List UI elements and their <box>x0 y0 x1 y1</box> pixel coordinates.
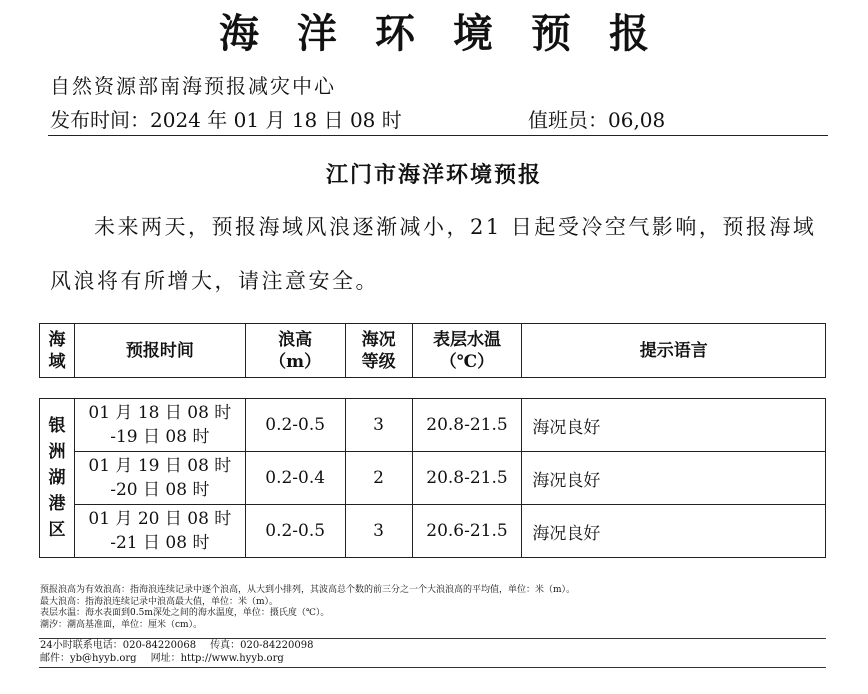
footnote-water-temp: 表层水温：海水表面到0.5m深处之间的海水温度，单位：摄氏度（℃）。 <box>40 608 330 618</box>
header-forecast-time: 预报时间 <box>74 324 245 378</box>
footnote-max-wave: 最大浪高：指海浪连续记录中浪高最大值，单位：米（m）。 <box>40 596 279 607</box>
header-hint: 提示语言 <box>522 324 826 378</box>
forecast-time-start: 01 月 18 日 08 时 <box>88 403 232 423</box>
header-area: 海域 <box>40 324 75 378</box>
forecast-time-end: -19 日 08 时 <box>110 427 210 447</box>
contact-fax: 传真：020-84220098 <box>210 640 314 651</box>
duty-officer: 值班员：06,08 <box>528 108 666 132</box>
agency-name: 自然资源部南海预报减灾中心 <box>50 74 336 98</box>
forecast-time-start: 01 月 20 日 08 时 <box>88 509 232 529</box>
hint-text: 海况良好 <box>522 505 826 558</box>
wave-height: 0.2-0.5 <box>245 399 345 452</box>
table-row <box>40 452 826 505</box>
footnote-wave: 预报浪高为有效浪高：指海浪连续记录中逐个浪高，从大到小排列，其波高总个数的前三分之一个大浪浪高的平均值，单位：米（m）。 <box>40 585 576 595</box>
header-water-temp <box>412 324 522 378</box>
header-wave-unit: （m） <box>269 351 322 372</box>
header-sea-label: 海况 <box>361 329 396 350</box>
footnote-tide: 潮汐：潮高基准面，单位：厘米（cm）。 <box>40 619 203 630</box>
forecast-time <box>74 505 245 558</box>
wave-height: 0.2-0.5 <box>245 505 345 558</box>
sea-state: 2 <box>345 452 412 505</box>
report-subtitle: 江门市海洋环境预报 <box>325 162 542 188</box>
forecast-time-end: -20 日 08 时 <box>110 480 210 500</box>
water-temp: 20.8-21.5 <box>412 399 522 452</box>
header-divider <box>48 135 828 136</box>
contact-hotline: 24小时联系电话：020-84220068 <box>40 640 197 651</box>
forecast-time <box>74 452 245 505</box>
header-temp-unit: （℃） <box>439 351 495 372</box>
forecast-table <box>39 398 826 558</box>
forecast-summary: 未来两天，预报海域风浪逐渐减小，21 日起受冷空气影响，预报海域风浪将有所增大，请注意安全。 <box>50 215 817 293</box>
forecast-time-start: 01 月 19 日 08 时 <box>88 456 232 476</box>
table-row <box>40 399 826 452</box>
footnotes <box>40 585 575 631</box>
hint-text: 海况良好 <box>522 452 826 505</box>
forecast-time-end: -21 日 08 时 <box>110 533 210 553</box>
hint-text: 海况良好 <box>522 399 826 452</box>
header-temp-label: 表层水温 <box>432 329 501 350</box>
forecast-time <box>74 399 245 452</box>
sea-state: 3 <box>345 399 412 452</box>
contact-info <box>40 639 313 665</box>
contact-email[interactable]: 邮件：yb@hyyb.org <box>40 653 137 664</box>
table-row <box>40 505 826 558</box>
header-sea-state <box>345 324 412 378</box>
area-name <box>40 399 75 558</box>
header-sea-label-2: 等级 <box>361 351 396 372</box>
area-name-text: 银洲湖港区 <box>48 416 66 540</box>
footer-divider-bottom <box>39 667 826 668</box>
wave-height: 0.2-0.4 <box>245 452 345 505</box>
header-wave-height <box>245 324 345 378</box>
release-time: 发布时间：2024 年 01 月 18 日 08 时 <box>50 108 402 132</box>
header-wave-label: 浪高 <box>278 329 313 350</box>
contact-website[interactable]: 网址：http://www.hyyb.org <box>150 653 284 664</box>
sea-state: 3 <box>345 505 412 558</box>
water-temp: 20.6-21.5 <box>412 505 522 558</box>
forecast-table-header <box>39 323 826 378</box>
document-title: 海洋环境预报 <box>219 10 687 57</box>
water-temp: 20.8-21.5 <box>412 452 522 505</box>
